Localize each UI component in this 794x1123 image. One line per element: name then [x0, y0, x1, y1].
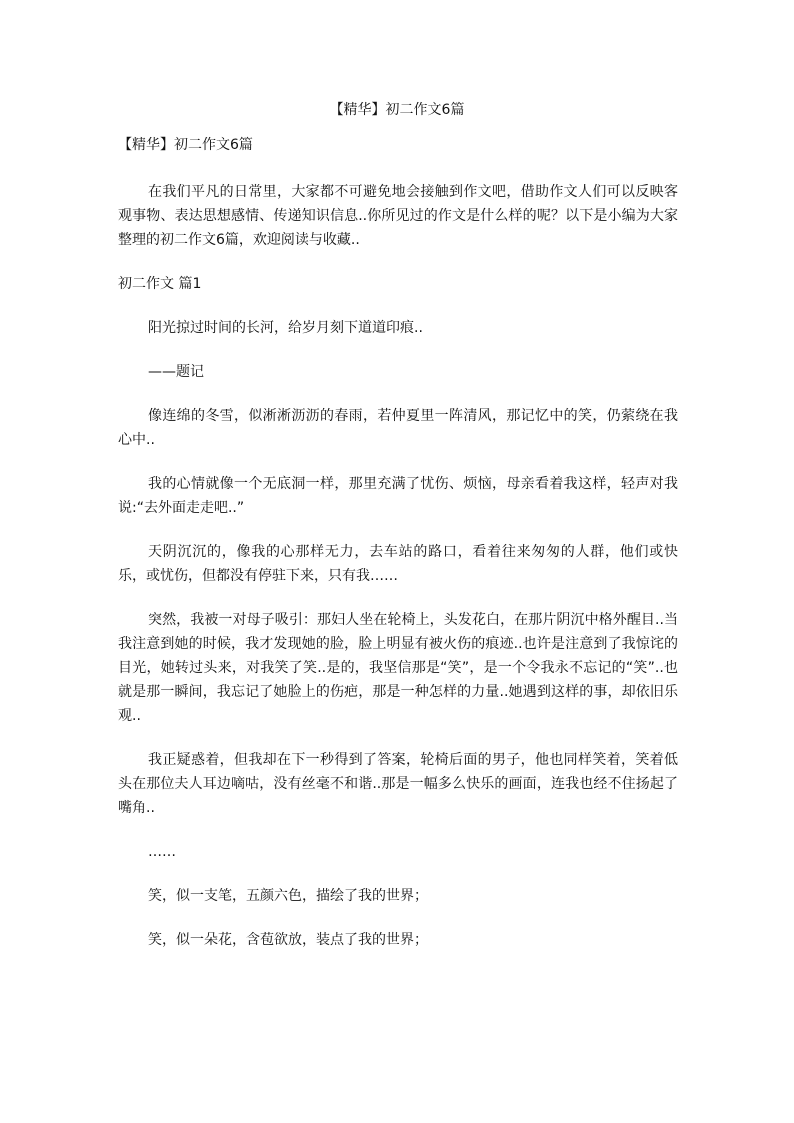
ellipsis-paragraph: ……	[148, 844, 176, 860]
paragraph: 像连绵的冬雪，似淅淅沥沥的春雨，若仲夏里一阵清风，那记忆中的笑，仍萦绕在我心中..	[118, 408, 678, 448]
paragraph: 笑，似一支笔，五颜六色，描绘了我的世界；	[148, 888, 428, 904]
document-title: 【精华】初二作文6篇	[329, 102, 465, 118]
epigraph-attribution: ——题记	[148, 364, 204, 380]
paragraph: 笑，似一朵花，含苞欲放，装点了我的世界；	[148, 932, 428, 948]
document-subtitle: 【精华】初二作文6篇	[118, 137, 253, 153]
paragraph: 天阴沉沉的，像我的心那样无力，去车站的路口，看着往来匆匆的人群，他们或快乐，或忧伤，但都没有停驻下来，只有我……	[118, 544, 678, 584]
paragraph: 突然，我被一对母子吸引：那妇人坐在轮椅上，头发花白，在那片阴沉中格外醒目..当我注意到她的时候，我才发现她的脸，脸上明显有被火伤的痕迹..也许是注意到了我惊诧的目光，她转过头来，对我笑了笑..是的，我坚信那是“笑”，是一个令我永不忘记的“笑”..也就是那一瞬间，我忘记了她脸上的伤疤，那是一种怎样的力量..她遇到这样的事，却依旧乐观..	[118, 612, 678, 724]
section-heading: 初二作文 篇1	[118, 276, 202, 292]
paragraph: 阳光掠过时间的长河，给岁月刻下道道印痕..	[148, 320, 423, 336]
document-body	[118, 180, 678, 972]
paragraph: 我正疑惑着，但我却在下一秒得到了答案，轮椅后面的男子，他也同样笑着，笑着低头在那位夫人耳边嘀咕，没有丝毫不和谐..那是一幅多么快乐的画面，连我也经不住扬起了嘴角..	[118, 752, 678, 816]
paragraph: 我的心情就像一个无底洞一样，那里充满了忧伤、烦恼，母亲看着我这样，轻声对我说:“去外面走走吧..”	[118, 476, 678, 516]
intro-paragraph: 在我们平凡的日常里，大家都不可避免地会接触到作文吧，借助作文人们可以反映客观事物、表达思想感情、传递知识信息..你所见过的作文是什么样的呢？以下是小编为大家整理的初二作文6篇，欢迎阅读与收藏..	[118, 184, 678, 248]
